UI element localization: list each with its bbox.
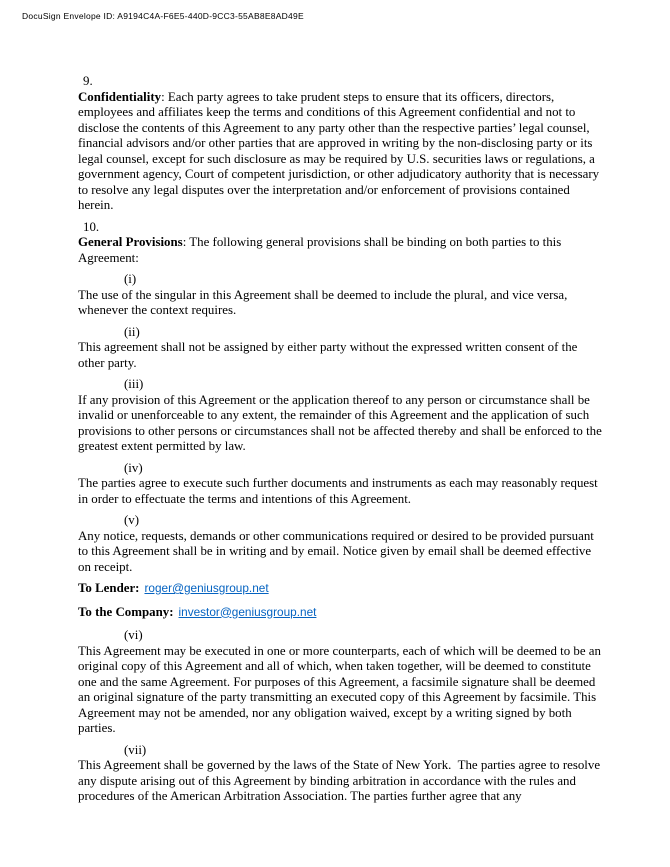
lender-email-link[interactable]: roger@geniusgroup.net	[144, 581, 269, 595]
document-body	[78, 74, 604, 811]
section-9-text: : Each party agrees to take prudent steps to ensure that its officers, directors, employees and affiliates keep the terms and conditions of this Agreement confidential and not to disclose the contents of this Agreement to any party other than the respective parties’ legal counsel, financial advisors and/or other parties that are approved in writing by the non-disclosing party or its legal counsel, except for such disclosure as may be required by U.S. securities laws or regulations, a government agency, Court of competent jurisdiction, or other adjudicatory authority that is necessary to resolve any legal disputes over the interpretation and/or enforcement of provisions contained herein.	[78, 89, 603, 212]
provision-vii-label: (vii)	[124, 742, 147, 757]
section-10-paragraph	[78, 235, 604, 266]
provision-i-text: The use of the singular in this Agreement shall be deemed to include the plural, and vice versa, whenever the context requires.	[78, 287, 571, 317]
provision-v-text: Any notice, requests, demands or other communications required or desired to be provided pursuant to this Agreement shall be in writing and by email. Notice given by email shall be deemed effective on receipt.	[78, 528, 598, 574]
provision-iv-label: (iv)	[124, 460, 143, 475]
section-10-number: 10.	[83, 219, 100, 234]
section-10-title: General Provisions	[78, 235, 183, 249]
section-9-number: 9.	[83, 74, 93, 88]
provision-iv-text: The parties agree to execute such further documents and instruments as each may reasonably request in order to effectuate the terms and intentions of this Agreement.	[78, 476, 601, 506]
provision-iii-label: (iii)	[124, 377, 144, 391]
provision-ii-label: (ii)	[124, 324, 140, 339]
lender-contact-label: To Lender:	[78, 581, 140, 595]
provision-v-label: (v)	[124, 513, 140, 527]
provision-vi-label: (vi)	[124, 628, 143, 642]
company-email-link[interactable]: investor@geniusgroup.net	[178, 604, 317, 619]
section-9-title: Confidentiality	[78, 89, 162, 104]
provision-vii-text: This Agreement shall be governed by the laws of the State of New York. The parties agree to resolve any dispute arising out of this Agreement by binding arbitration in accordance with the rules and procedures of the American Arbitration Association. The parties further agree that any	[78, 758, 604, 803]
provision-vi-text: This Agreement may be executed in one or more counterparts, each of which will be deemed to be an original copy of this Agreement and all of which, when taken together, will be deemed to constitute one and the same Agreement. For purposes of this Agreement, a facsimile signature shall be deemed an original signature of the party transmitting an executed copy of this Agreement by facsimile. This Agreement may not be amended, nor any obligation waived, except by a writing signed by both parties.	[78, 643, 605, 735]
provision-i-label: (i)	[124, 272, 137, 286]
company-contact-label: To the Company:	[78, 604, 174, 619]
docusign-envelope-id: DocuSign Envelope ID: A9194C4A-F6E5-440D-9CC3-55AB8E8AD49E	[22, 11, 304, 21]
section-9-paragraph	[78, 90, 604, 214]
provision-iii-text: If any provision of this Agreement or the application thereof to any person or circumstance shall be invalid or unenforceable to any extent, the remainder of this Agreement and the application of such provisions to other persons or circumstances shall not be affected thereby and shall be enforced to the greatest extent permitted by law.	[78, 392, 606, 453]
provision-ii-text: This agreement shall not be assigned by either party without the expressed written consent of the other party.	[78, 340, 581, 370]
section-10-text: : The following general provisions shall be binding on both parties to this Agreement:	[78, 235, 564, 265]
company-contact-line	[78, 605, 604, 621]
lender-contact-line	[78, 581, 604, 597]
